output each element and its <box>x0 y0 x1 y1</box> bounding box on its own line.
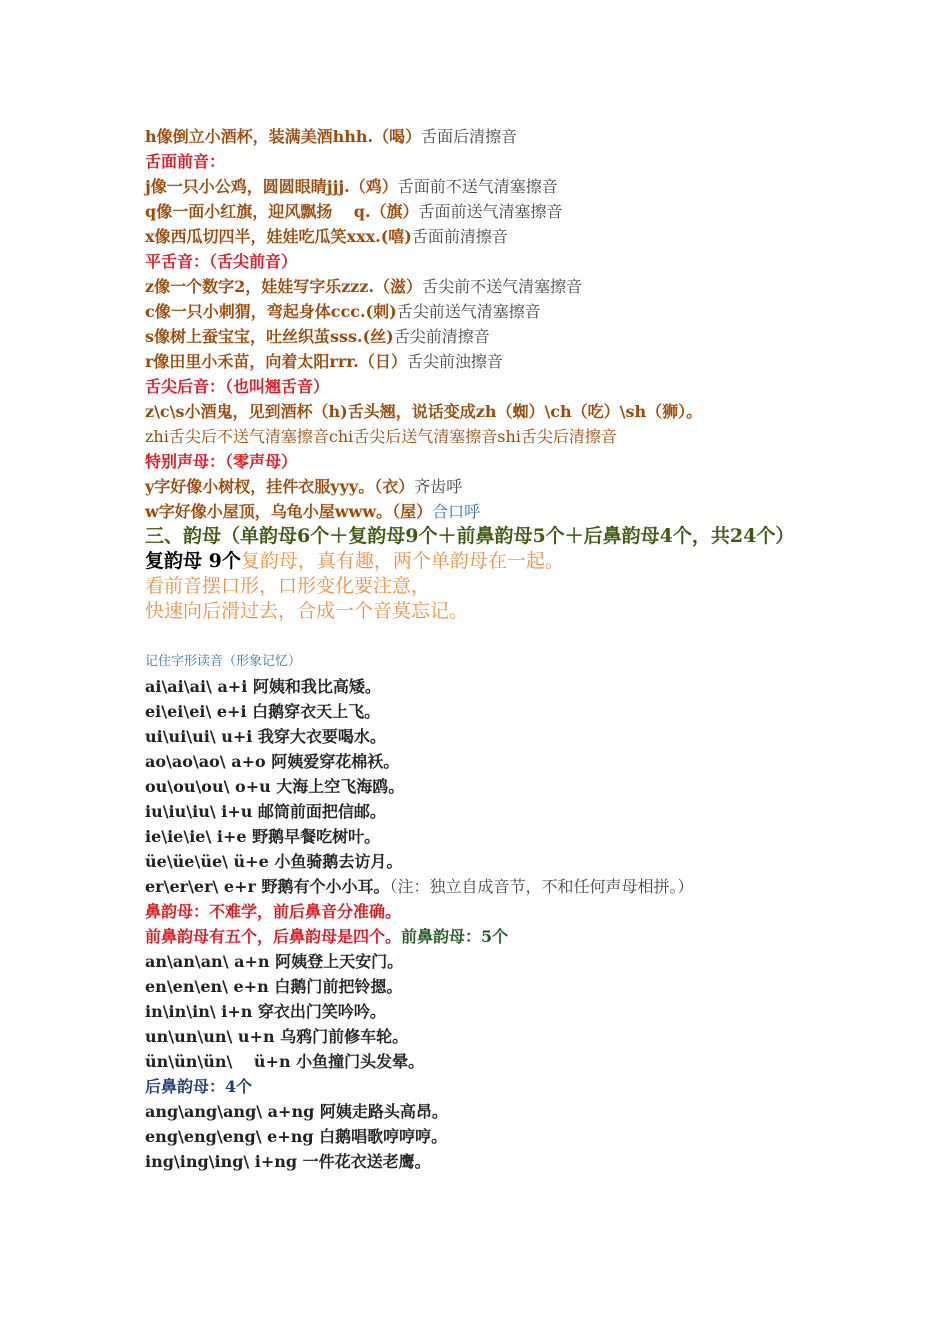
final-item: er\er\er\ e+r 野鹅有个小小耳。 <box>145 877 390 896</box>
text-line <box>145 474 825 499</box>
text-line <box>145 174 825 199</box>
text-line <box>145 349 825 374</box>
mnemonic-text: j像一只小公鸡，圆圆眼睛jjj.（鸡） <box>145 177 398 196</box>
final-item: ao\ao\ao\ a+o 阿姨爱穿花棉袄。 <box>145 752 400 771</box>
mnemonic-text: y字好像小树杈，挂件衣服yyy。（衣） <box>145 477 415 496</box>
phonetic-note: 舌尖前不送气清塞擦音 <box>422 277 583 296</box>
rhyme-text: 看前音摆口形，口形变化要注意， <box>145 575 431 597</box>
final-item: ang\ang\ang\ a+ng 阿姨走路头高昂。 <box>145 1102 448 1121</box>
final-item: ui\ui\ui\ u+i 我穿大衣要喝水。 <box>145 727 386 746</box>
phonetic-note: 舌面后清擦音 <box>421 127 518 146</box>
text-line <box>145 224 825 249</box>
phonetic-note: zhi舌尖后不送气清塞擦音chi舌尖后送气清塞擦音shi舌尖后清擦音 <box>145 427 617 446</box>
phonetic-note: 合口呼 <box>432 502 481 521</box>
phonetic-note: 齐齿呼 <box>414 477 463 496</box>
section-heading: 鼻韵母：不难学，前后鼻音分准确。 <box>145 902 402 921</box>
final-item: üe\üe\üe\ ü+e 小鱼骑鹅去访月。 <box>145 852 403 871</box>
text-line <box>145 299 825 324</box>
mnemonic-text: w字好像小屋顶，乌龟小屋www。（屋） <box>145 502 433 521</box>
section-heading: 平舌音：（舌尖前音） <box>145 252 298 271</box>
final-item: ai\ai\ai\ a+i 阿姨和我比高矮。 <box>145 677 381 696</box>
final-item: iu\iu\iu\ i+u 邮筒前面把信邮。 <box>145 802 386 821</box>
phonetic-note: 舌尖前清擦音 <box>393 327 490 346</box>
document-page <box>145 124 825 1174</box>
text-line <box>145 499 825 524</box>
memory-caption: 记住字形读音（形象记忆） <box>145 654 302 669</box>
final-item: ün\ün\ün\ ü+n 小鱼撞门头发晕。 <box>145 1052 425 1071</box>
mnemonic-text: h像倒立小酒杯，装满美酒hhh.（喝） <box>145 127 422 146</box>
rhyme-text: 复韵母，真有趣，两个单韵母在一起。 <box>240 550 564 572</box>
text-line <box>145 549 825 574</box>
phonetic-note: 舌面前不送气清塞擦音 <box>397 177 558 196</box>
phonetic-note: 舌尖前送气清塞擦音 <box>396 302 541 321</box>
final-item: ie\ie\ie\ i+e 野鹅早餐吃树叶。 <box>145 827 381 846</box>
final-item: un\un\un\ u+n 乌鸦门前修车轮。 <box>145 1027 409 1046</box>
final-item: ou\ou\ou\ o+u 大海上空飞海鸥。 <box>145 777 405 796</box>
mnemonic-text: c像一只小刺猬，弯起身体ccc.(刺) <box>145 302 397 321</box>
section-heading: 特别声母：（零声母） <box>145 452 298 471</box>
final-item: eng\eng\eng\ e+ng 白鹅唱歌哼哼哼。 <box>145 1127 448 1146</box>
text-line <box>145 199 825 224</box>
final-item: ing\ing\ing\ i+ng 一件花衣送老鹰。 <box>145 1152 431 1171</box>
section-heading: 前鼻韵母有五个，后鼻韵母是四个。 <box>145 927 402 946</box>
final-item: ei\ei\ei\ e+i 白鹅穿衣天上飞。 <box>145 702 381 721</box>
mnemonic-text: s像树上蚕宝宝，吐丝织茧sss.(丝) <box>145 327 394 346</box>
phonetic-note: 舌面前送气清塞擦音 <box>418 202 563 221</box>
final-item: en\en\en\ e+n 白鹅门前把铃摁。 <box>145 977 403 996</box>
text-line <box>145 924 825 949</box>
blank-line <box>145 624 825 649</box>
text-line <box>145 274 825 299</box>
text-line <box>145 324 825 349</box>
final-item: an\an\an\ a+n 阿姨登上天安门。 <box>145 952 404 971</box>
final-item: in\in\in\ i+n 穿衣出门笑吟吟。 <box>145 1002 386 1021</box>
section-heading: 舌面前音： <box>145 152 226 171</box>
text-line <box>145 124 825 149</box>
section-heading: 舌尖后音：（也叫翘舌音） <box>145 377 330 396</box>
mnemonic-text: r像田里小禾苗，向着太阳rrr.（日） <box>145 352 407 371</box>
mnemonic-text: x像西瓜切四半，娃娃吃瓜笑xxx.(嘻) <box>145 227 412 246</box>
mnemonic-text: z\c\s小酒鬼，见到酒杯（h)舌头翘，说话变成zh（蜘）\ch（吃）\sh（狮）。 <box>145 402 703 421</box>
mnemonic-text: z像一个数字2，娃娃写字乐zzz.（滋） <box>145 277 423 296</box>
phonetic-note: （注：独立自成音节，不和任何声母相拼。） <box>389 877 694 896</box>
subsection-title: 后鼻韵母：4个 <box>145 1077 253 1096</box>
phonetic-note: 舌面前清擦音 <box>411 227 508 246</box>
mnemonic-text: q像一面小红旗，迎风飘扬 q.（旗） <box>145 202 419 221</box>
text-line <box>145 874 765 899</box>
phonetic-note: 舌尖前浊擦音 <box>406 352 503 371</box>
subsection-title: 前鼻韵母：5个 <box>401 927 509 946</box>
subsection-title: 复韵母 9个 <box>145 550 241 572</box>
rhyme-text: 快速向后滑过去，合成一个音莫忘记。 <box>145 600 469 622</box>
chapter-heading: 三、韵母（单韵母6个＋复韵母9个＋前鼻韵母5个＋后鼻韵母4个，共24个） <box>145 525 795 547</box>
